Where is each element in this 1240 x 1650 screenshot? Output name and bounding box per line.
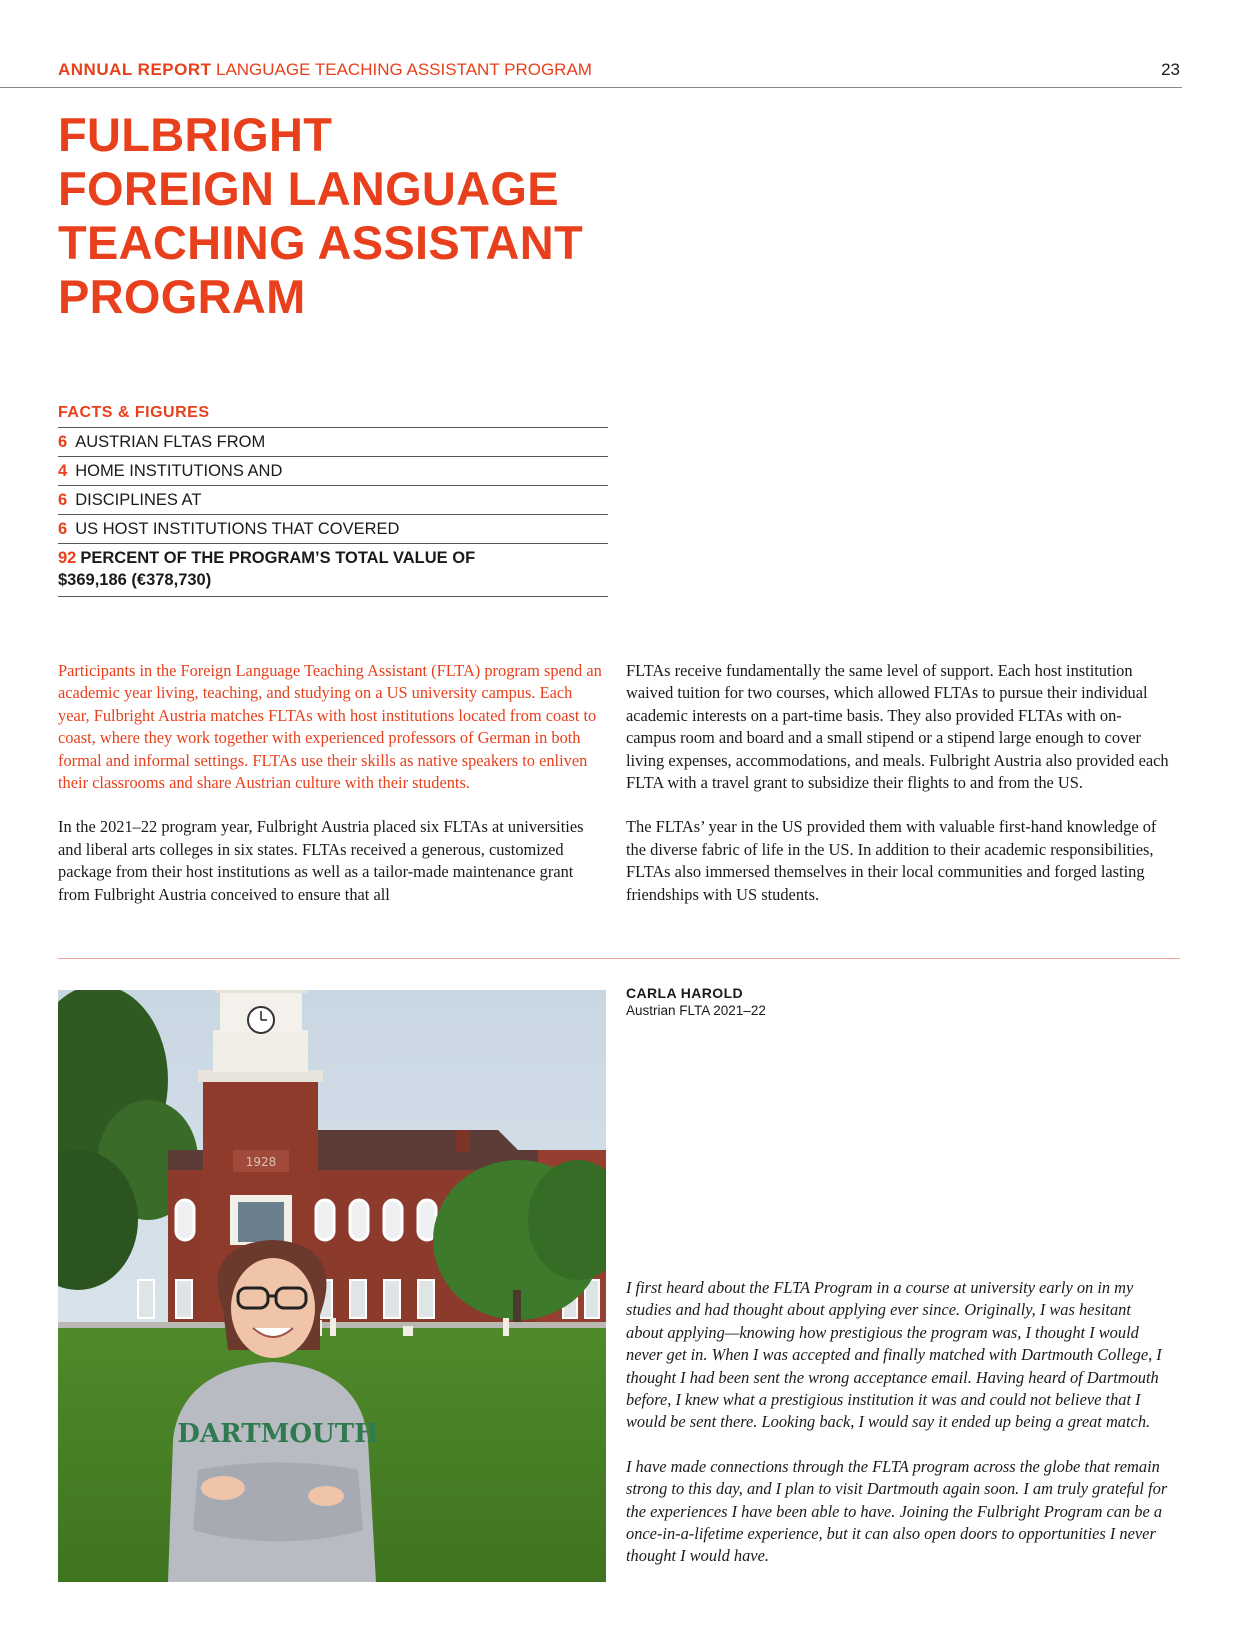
fact-row [58, 457, 608, 486]
facts-heading: FACTS & FIGURES [58, 402, 608, 428]
title-line: FOREIGN LANGUAGE [58, 162, 559, 215]
fact-number: 4 [58, 462, 68, 480]
tower-date: 1928 [245, 1155, 277, 1169]
running-header [58, 60, 1180, 88]
fact-row [58, 428, 608, 457]
title-line: FULBRIGHT [58, 108, 333, 161]
title-line: PROGRAM [58, 270, 306, 323]
fact-number: 6 [58, 520, 68, 538]
fact-text: HOME INSTITUTIONS AND [75, 462, 283, 480]
fact-text: AUSTRIAN FLTAS FROM [75, 433, 266, 451]
fact-text: US HOST INSTITUTIONS THAT COVERED [75, 520, 400, 538]
fact-text: DISCIPLINES AT [75, 491, 202, 509]
quote-paragraph: I first heard about the FLTA Program in a course at university early on in my studies and had thought about applying ever since. Originally, I was hesitant about applying—knowing how prestigious the program was, I thought I would never get in. When I was accepted and finally matched with Dartmouth College, I thought I had been sent the wrong acceptance email. Having heard of Dartmouth before, I knew what a prestigious institution it was and could not believe that I would be sent there. Looking back, I would say it ended up being a great match. [626, 1278, 1162, 1432]
sweater-lettering: DARTMOUTH [177, 1419, 379, 1449]
fact-number: 6 [58, 491, 68, 509]
fact-number: 6 [58, 433, 68, 451]
title-line: TEACHING ASSISTANT [58, 216, 584, 269]
body-paragraph: FLTAs receive fundamentally the same level of support. Each host institution waived tuition for two courses, which allowed FLTAs to pursue their individual academic interests on a part-time basis. They also provided FLTAs with on-campus room and board and a small stipend or a stipend large enough to cover living expenses, accommodations, and meals. Fulbright Austria also provided each FLTA with a travel grant to subsidize their flights to and from the US. [626, 661, 1169, 793]
fact-text: PERCENT OF THE PROGRAM’S TOTAL VALUE OF [80, 549, 476, 567]
fact-number: 92 [58, 549, 77, 567]
page-title [58, 108, 758, 324]
fact-row-total [58, 544, 608, 597]
intro-paragraph: Participants in the Foreign Language Teaching Assistant (FLTA) program spend an academic year living, teaching, and studying on a US university campus. Each year, Fulbright Austria matches FLTAs with host institutions located from coast to coast, where they work together with experienced professors of German in both formal and informal settings. FLTAs use their skills as native speakers to enliven their classrooms and share Austrian culture with their students. [58, 661, 602, 793]
header-section-label: ANNUAL REPORT [58, 60, 212, 79]
body-column-right [626, 660, 1171, 928]
testimonial-quote [626, 1277, 1171, 1590]
fact-row [58, 515, 608, 544]
facts-figures-box [58, 402, 608, 597]
campus-photo [58, 990, 606, 1582]
section-divider [58, 958, 1180, 959]
fact-total-value: $369,186 (€378,730) [58, 571, 212, 589]
body-paragraph: The FLTAs’ year in the US provided them with valuable first-hand knowledge of the diverse fabric of life in the US. In addition to their academic responsibilities, FLTAs also immersed themselves in their local communities and forged lasting friendships with US students. [626, 817, 1157, 904]
page-number: 23 [1161, 60, 1180, 79]
testimonial-name: CARLA HAROLD [626, 985, 744, 1001]
photo-illustration [58, 990, 606, 1582]
testimonial-role: Austrian FLTA 2021–22 [626, 1003, 766, 1018]
fact-row [58, 486, 608, 515]
body-paragraph: In the 2021–22 program year, Fulbright Austria placed six FLTAs at universities and liberal arts colleges in six states. FLTAs received a generous, customized package from their host institutions as well as a tailor-made maintenance grant from Fulbright Austria conceived to ensure that all [58, 817, 584, 904]
quote-paragraph: I have made connections through the FLTA program across the globe that remain strong to this day, and I plan to visit Dartmouth again soon. I am truly grateful for the experiences I have been able to have. Joining the Fulbright Program can be a once-in-a-lifetime experience, but it can also open doors to opportunities I never thought I would have. [626, 1456, 1168, 1566]
body-column-left [58, 660, 606, 928]
header-program-label: LANGUAGE TEACHING ASSISTANT PROGRAM [215, 60, 592, 79]
header-rule [0, 87, 1182, 88]
